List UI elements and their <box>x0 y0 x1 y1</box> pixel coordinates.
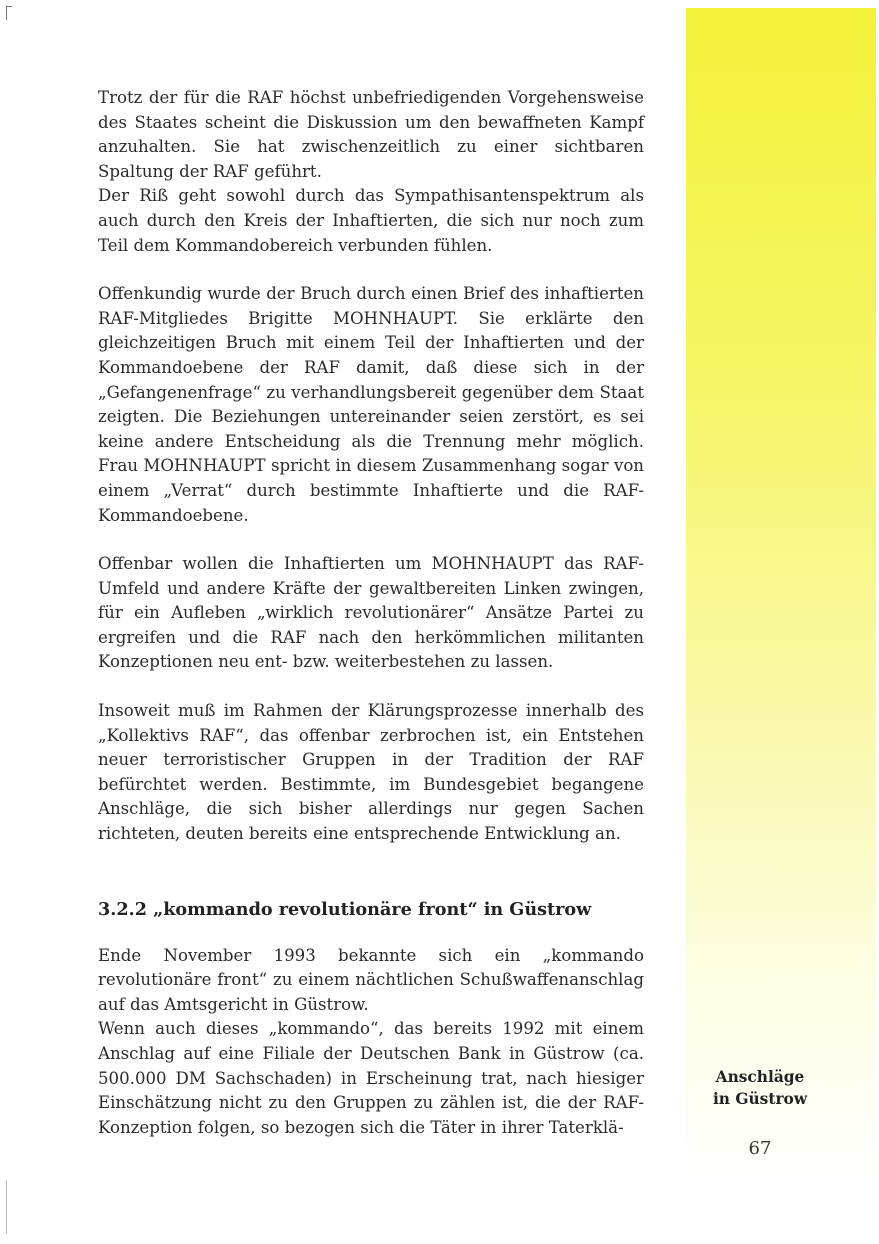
yellow-margin-band <box>686 8 876 1244</box>
paragraph-1a: Trotz der für die RAF höchst unbefriedigenden Vorgehensweise des Staates scheint die Diskussion um den bewaffneten Kampf anzuhalten. Sie hat zwischenzeitlich zu einer sichtbaren Spaltung der RAF geführt. <box>98 88 644 181</box>
scan-corner-mark <box>6 6 7 20</box>
paragraph-1b: Der Riß geht sowohl durch das Sympathisantenspektrum als auch durch den Kreis der Inhaftierten, die sich nur noch zum Teil dem Kommandobereich verbunden fühlen. <box>98 186 644 255</box>
paragraph-3: Offenbar wollen die Inhaftierten um MOHNHAUPT das RAF-Umfeld und andere Kräfte der gewaltbereiten Linken zwingen, für ein Aufleben „wirklich revolutionärer“ Ansätze Partei zu ergreifen und die RAF nach den herkömmlichen militanten Konzeptionen neu ent- bzw. weiterbestehen zu lassen. <box>98 554 644 672</box>
page-number: 67 <box>748 1138 772 1159</box>
scan-edge-mark <box>6 1180 7 1234</box>
marginal-note-line-2: in Güstrow <box>712 1090 808 1108</box>
paragraph-2: Offenkundig wurde der Bruch durch einen Brief des inhaftierten RAF-Mitgliedes Brigitte MOHNHAUPT. Sie erklärte den gleichzeitigen Bruch mit einem Teil der Inhaftierten und der Kommandoebene der RAF damit, daß diese sich in der „Gefangenenfrage“ zu verhandlungsbereit gegenüber dem Staat zeigten. Die Beziehungen untereinander seien zerstört, es sei keine andere Entscheidung als die Trennung mehr möglich. Frau MOHNHAUPT spricht in diesem Zusammenhang sogar von einem „Verrat“ durch bestimmte Inhaftierte und die RAF-Kommandoebene. <box>98 284 644 525</box>
paragraph-5b: Wenn auch dieses „kommando“, das bereits 1992 mit einem Anschlag auf eine Filiale der Deutschen Bank in Güstrow (ca. 500.000 DM Sachschaden) in Erscheinung trat, nach hiesiger Einschätzung nicht zu den Gruppen zu zählen ist, die der RAF-Konzeption folgen, so bezogen sich die Täter in ihrer Taterklä- <box>98 1019 644 1137</box>
section-heading: 3.2.2 „kommando revolutionäre front“ in Güstrow <box>98 898 592 920</box>
marginal-note <box>700 1066 820 1110</box>
paragraph-4: Insoweit muß im Rahmen der Klärungsprozesse innerhalb des „Kollektivs RAF“, das offenbar zerbrochen ist, ein Entstehen neuer terroristischer Gruppen in der Tradition der RAF befürchtet werden. Bestimmte, im Bundesgebiet begangene Anschläge, die sich bisher allerdings nur gegen Sachen richteten, deuten bereits eine entsprechende Entwicklung an. <box>98 701 644 844</box>
main-text-column <box>98 86 644 1164</box>
paragraph-5a: Ende November 1993 bekannte sich ein „kommando revolutionäre front“ zu einem nächtlichen Schußwaffenanschlag auf das Amtsgericht in Güstrow. <box>98 945 644 1014</box>
marginal-note-line-1: Anschläge <box>715 1068 805 1086</box>
